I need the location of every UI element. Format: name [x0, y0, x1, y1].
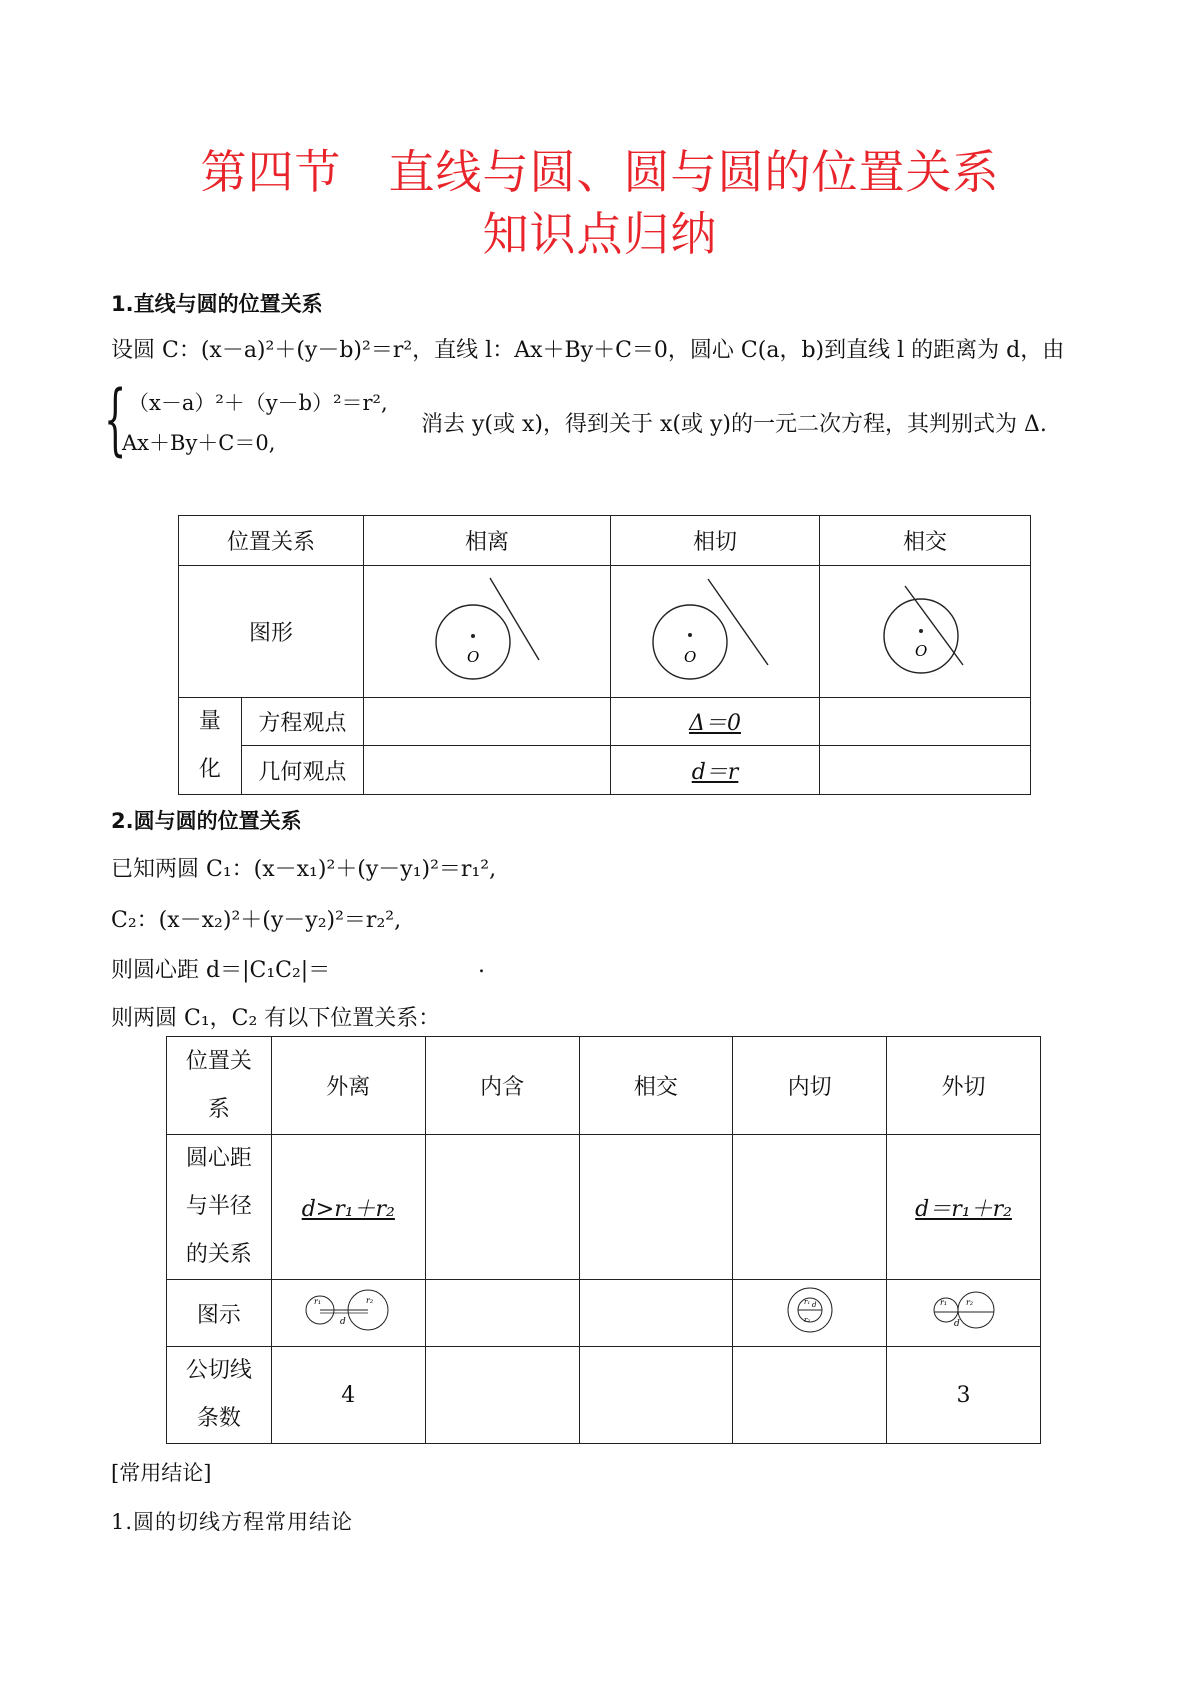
t2-tangent-contained — [425, 1347, 579, 1444]
section2-line3: 则圆心距 d＝|C₁C₂|＝ — [111, 958, 331, 983]
svg-text:O: O — [467, 648, 480, 666]
circle-circle-table — [166, 1036, 1041, 1444]
common-heading: [常用结论] — [111, 1461, 212, 1485]
t2-fig-external-tangent — [887, 1280, 1041, 1347]
svg-text:r₂: r₂ — [965, 1298, 973, 1307]
t1-figure-label: 图形 — [179, 566, 364, 698]
system-brace: { — [104, 375, 127, 465]
t2-tangent-intersect — [579, 1347, 733, 1444]
svg-text:r₁: r₁ — [314, 1297, 322, 1306]
external-circles-figure — [298, 1280, 398, 1340]
svg-text:O: O — [914, 642, 927, 660]
t1-geo-intersect — [820, 746, 1031, 795]
t2-rel-external-tangent: d＝r₁＋r₂ — [887, 1135, 1041, 1280]
t1-header-relation: 位置关系 — [179, 516, 364, 566]
t1-quant-label: 量 化 — [179, 698, 242, 795]
section1-intro: 设圆 C：(x－a)²＋(y－b)²＝r²，直线 l：Ax＋By＋C＝0，圆心 C(a，b)到直线 l 的距离为 d，由 — [111, 338, 1065, 363]
t2-rel-intersect — [579, 1135, 733, 1280]
t1-header-separate: 相离 — [364, 516, 611, 566]
section2-line1: 已知两圆 C₁：(x－x₁)²＋(y－y₁)²＝r₁², — [111, 857, 497, 882]
t1-eq-intersect — [820, 698, 1031, 746]
page-subtitle: 知识点归纳 — [482, 207, 718, 261]
t1-header-tangent: 相切 — [611, 516, 820, 566]
t1-figure-intersect — [820, 566, 1031, 698]
t2-rel-internal-tangent — [733, 1135, 887, 1280]
t1-geo-separate — [364, 746, 611, 795]
t2-fig-contained — [425, 1280, 579, 1347]
t2-rel-contained — [425, 1135, 579, 1280]
t2-rel-label: 圆心距 与半径 的关系 — [167, 1135, 272, 1280]
system-eq2: Ax＋By＋C＝0, — [122, 431, 276, 455]
t1-geo-label: 几何观点 — [241, 746, 363, 795]
section2-line4: 则两圆 C₁，C₂ 有以下位置关系： — [111, 1006, 441, 1031]
section1-heading: 1.直线与圆的位置关系 — [111, 292, 323, 316]
t1-eq-tangent: Δ＝0 — [611, 698, 820, 746]
t2-tangent-label: 公切线 条数 — [167, 1347, 272, 1444]
intersect-figure — [823, 566, 1028, 691]
page-title: 第四节 直线与圆、圆与圆的位置关系 — [200, 145, 1000, 199]
svg-text:d: d — [340, 1317, 347, 1327]
t2-header-contained: 内含 — [425, 1037, 579, 1135]
t1-figure-separate — [364, 566, 611, 698]
t2-tangent-external: 4 — [271, 1347, 425, 1444]
t2-fig-internal-tangent — [733, 1280, 887, 1347]
t2-header-intersect: 相交 — [579, 1037, 733, 1135]
section2-line2: C₂：(x－x₂)²＋(y－y₂)²＝r₂², — [111, 908, 402, 933]
svg-text:r₁: r₁ — [803, 1298, 810, 1306]
common-item1: 1.圆的切线方程常用结论 — [111, 1510, 354, 1534]
t2-header-internal-tangent: 内切 — [733, 1037, 887, 1135]
svg-text:r₁: r₁ — [939, 1298, 947, 1307]
separate-figure — [367, 566, 607, 691]
line-circle-table — [178, 515, 1031, 795]
section2-heading: 2.圆与圆的位置关系 — [111, 809, 302, 833]
t2-fig-intersect — [579, 1280, 733, 1347]
t1-header-intersect: 相交 — [820, 516, 1031, 566]
svg-text:r₂: r₂ — [366, 1296, 374, 1305]
t2-header-external: 外离 — [271, 1037, 425, 1135]
t2-tangent-external-tangent: 3 — [887, 1347, 1041, 1444]
t2-fig-external — [271, 1280, 425, 1347]
t1-figure-tangent — [611, 566, 820, 698]
system-after: 消去 y(或 x)，得到关于 x(或 y)的一元二次方程，其判别式为 Δ. — [421, 412, 1047, 437]
t1-geo-tangent: d＝r — [611, 746, 820, 795]
internal-tangent-figure — [780, 1280, 840, 1340]
system-eq1: （x－a）²＋（y－b）²＝r², — [128, 391, 388, 415]
t2-header-external-tangent: 外切 — [887, 1037, 1041, 1135]
svg-text:d: d — [811, 1301, 817, 1309]
t1-eq-label: 方程观点 — [241, 698, 363, 746]
svg-text:d: d — [953, 1319, 960, 1329]
section2-line3-end: . — [478, 953, 485, 978]
svg-text:O: O — [683, 648, 696, 666]
t2-header-relation: 位置关 系 — [167, 1037, 272, 1135]
t2-tangent-internal — [733, 1347, 887, 1444]
external-tangent-figure — [924, 1280, 1004, 1340]
t2-fig-label: 图示 — [167, 1280, 272, 1347]
svg-text:r₂: r₂ — [803, 1316, 810, 1324]
tangent-figure — [613, 566, 818, 691]
t1-eq-separate — [364, 698, 611, 746]
t2-rel-external: d>r₁＋r₂ — [271, 1135, 425, 1280]
